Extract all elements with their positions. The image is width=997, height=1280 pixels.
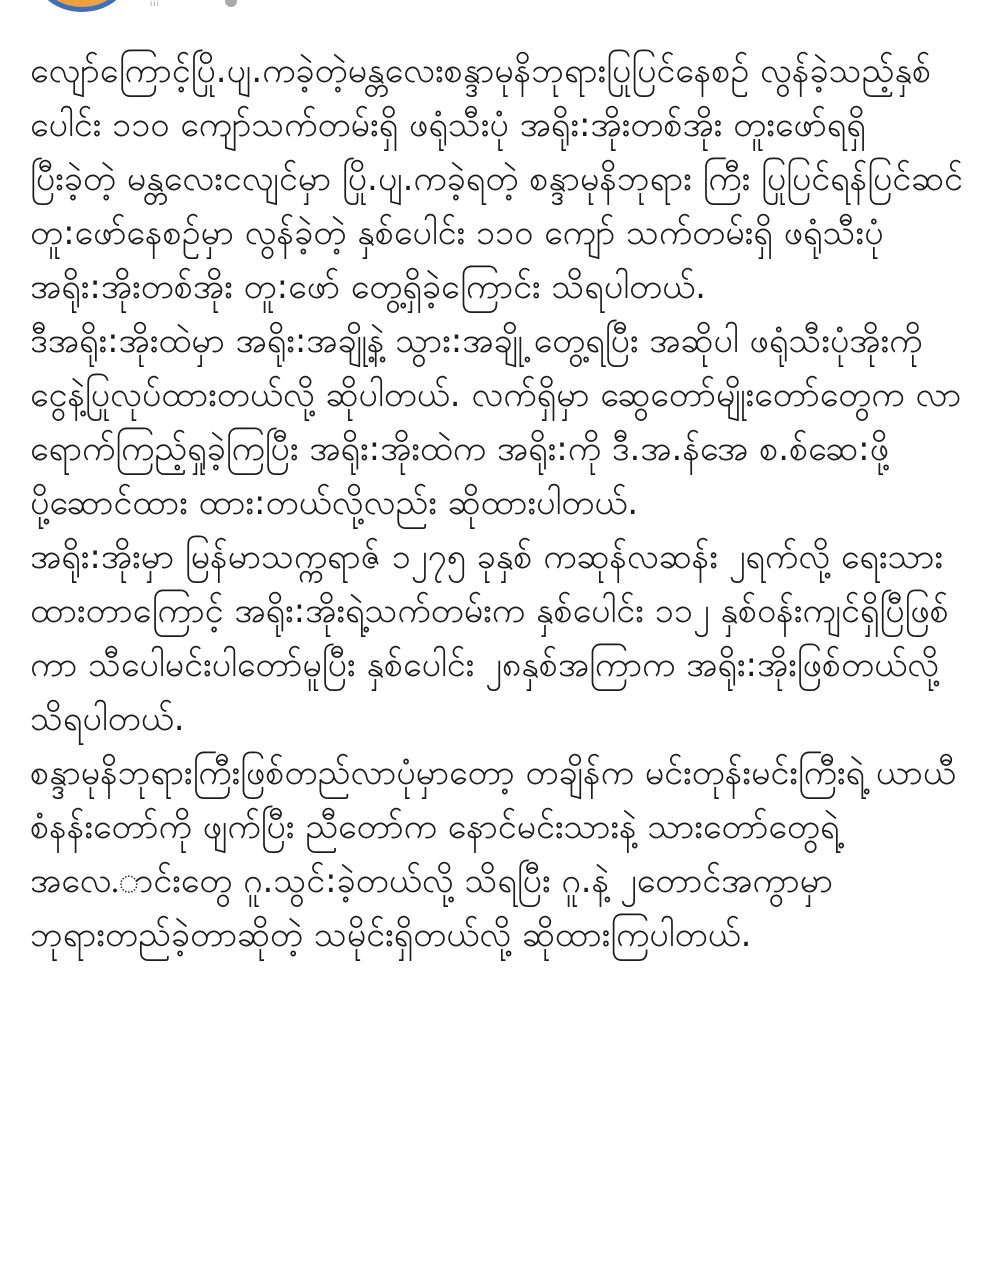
page-avatar-icon[interactable] (36, 0, 128, 12)
bars-icon: ᵢᵢᵢ (150, 0, 160, 10)
globe-icon (222, 0, 240, 10)
post-paragraph: ပြီးခဲ့တဲ့ မန္တလေးငလျင်မှာ ပြို.ပျ.ကခဲ့ရတဲ့ စန္ဒာမုနိဘုရား ကြီး ပြုပြင်ရန်ပြင်ဆင်တူ:ဖော်နေစဥ်မှာ လွန်ခဲ့တဲ့ နှစ်ပေါင်း ၁၁၀ ကျော် သက်တမ်းရှိ ဖရုံသီးပုံ အရိုး:အိုးတစ်အိုး တူ:ဖော် တွေ့ရှိခဲ့ကြောင်း သိရပါတယ်. (30, 159, 963, 307)
post-header (0, 0, 997, 40)
post-paragraph: အရိုး:အိုးမှာ မြန်မာသက္ကရာဇ် ၁၂၇၅ ခုနှစ် ကဆုန်လဆန်း ၂ရက်လို့ ရေးသားထားတာကြောင့် အရိုး:အိုးရဲ့သက်တမ်းက နှစ်ပေါင်း ၁၁၂ နှစ်ဝန်းကျင်ရှိပြီဖြစ်ကာ သီပေါမင်းပါတော်မူပြီး နှစ်ပေါင်း ၂၈နှစ်အကြာက အရိုး:အိုးဖြစ်တယ်လို့ သိရပါတယ်. (30, 537, 949, 739)
post-paragraph: လျော်ကြောင့်ပြို.ပျ.ကခဲ့တဲ့မန္တလေးစန္ဒာမုနိဘုရားပြုပြင်နေစဥ် လွန်ခဲ့သည့်နှစ်ပေါင်း ၁၁၀ ကျော်သက်တမ်းရှိ ဖရုံသီးပုံ အရိုး:အိုးတစ်အိုး တူးဖော်ရရှိ (30, 51, 932, 145)
post-body (30, 44, 970, 962)
post-paragraph: စန္ဒာမုနိဘုရားကြီးဖြစ်တည်လာပုံမှာတော့ တချိန်က မင်းတုန်းမင်းကြီးရဲ့ ယာယီစံနန်းတော်ကို ဖျက်ပြီး ညီတော်က နောင်မင်းသားနဲ့ သားတော်တွေရဲ့ အလေ.ာင်းတွေ ဂူ.သွင်:ခဲ့တယ်လို့ သိရပြီး ဂူ.နဲ့ ၂တောင်အကွာမှာ ဘုရားတည်ခဲ့တာဆိုတဲ့ သမိုင်းရှိတယ်လို့ ဆိုထားကြပါတယ်. (30, 753, 956, 955)
post-paragraph: ဒီအရိုး:အိုးထဲမှာ အရိုး:အချို့နဲ့ သွား:အချို့ တွေ့ရပြီး အဆိုပါ ဖရုံသီးပုံအိုးကို ငွေနဲ့ပြုလုပ်ထားတယ်လို့ ဆိုပါတယ်. လက်ရှိမှာ ဆွေတော်မျိုးတော်တွေက လာရောက်ကြည့်ရှုခဲ့ကြပြီး အရိုး:အိုးထဲက အရိုး:ကို ဒီ.အ.န်အေ စ.စ်ဆေ:ဖို့ ပို့ဆောင်ထား ထား:တယ်လို့လည်း ဆိုထားပါတယ်. (30, 321, 962, 523)
